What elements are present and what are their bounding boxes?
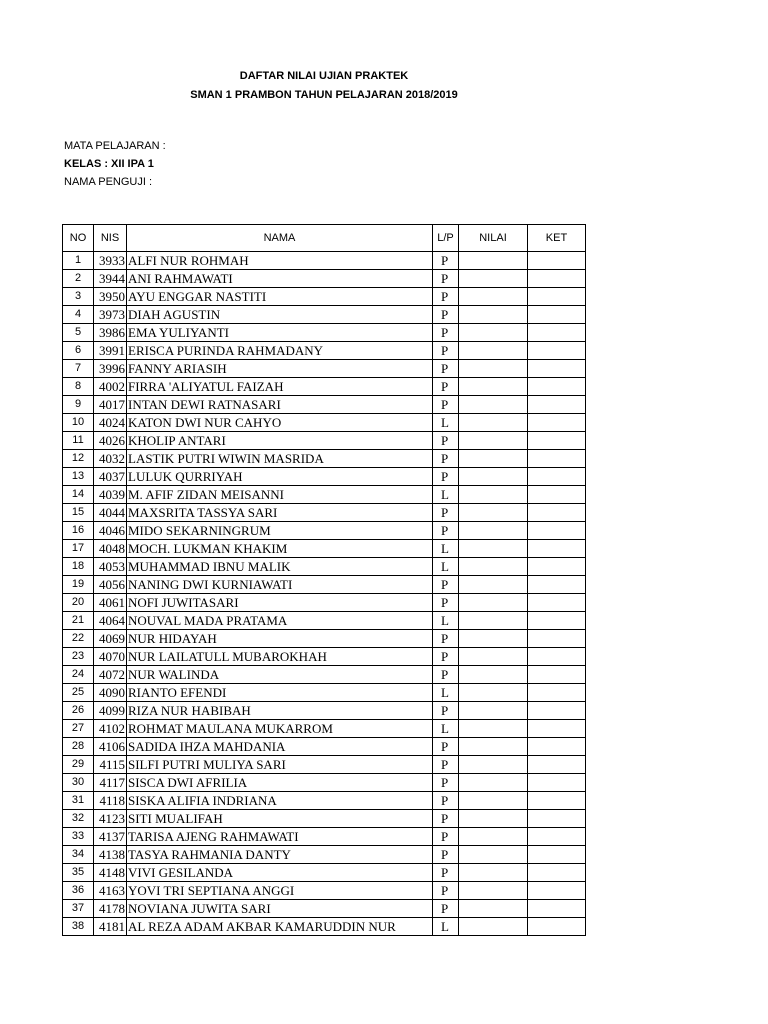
cell-nilai xyxy=(459,630,528,648)
cell-nilai xyxy=(459,774,528,792)
cell-nis: 4024 xyxy=(94,414,127,432)
cell-nama: FIRRA 'ALIYATUL FAIZAH xyxy=(127,378,433,396)
subject-field-label: MATA PELAJARAN : xyxy=(64,140,166,152)
cell-no: 15 xyxy=(63,504,94,522)
column-header-ket: KET xyxy=(528,225,586,252)
cell-no: 31 xyxy=(63,792,94,810)
cell-nis: 3950 xyxy=(94,288,127,306)
cell-ket xyxy=(528,666,586,684)
cell-ket xyxy=(528,504,586,522)
cell-nilai xyxy=(459,414,528,432)
document-subtitle: SMAN 1 PRAMBON TAHUN PELAJARAN 2018/2019 xyxy=(190,89,458,101)
cell-nis: 4117 xyxy=(94,774,127,792)
cell-lp: P xyxy=(433,774,459,792)
table-row xyxy=(63,630,586,648)
cell-lp: P xyxy=(433,864,459,882)
cell-lp: P xyxy=(433,468,459,486)
table-row xyxy=(63,756,586,774)
cell-nama: VIVI GESILANDA xyxy=(127,864,433,882)
cell-ket xyxy=(528,576,586,594)
table-row xyxy=(63,918,586,936)
table-row xyxy=(63,522,586,540)
cell-nama: ERISCA PURINDA RAHMADANY xyxy=(127,342,433,360)
cell-nilai xyxy=(459,576,528,594)
table-row xyxy=(63,612,586,630)
table-row xyxy=(63,540,586,558)
cell-ket xyxy=(528,360,586,378)
cell-nilai xyxy=(459,540,528,558)
table-row xyxy=(63,414,586,432)
table-row xyxy=(63,270,586,288)
cell-nis: 4090 xyxy=(94,684,127,702)
cell-no: 11 xyxy=(63,432,94,450)
cell-nilai xyxy=(459,288,528,306)
cell-nis: 4118 xyxy=(94,792,127,810)
column-header-no: NO xyxy=(63,225,94,252)
cell-ket xyxy=(528,702,586,720)
cell-lp: L xyxy=(433,414,459,432)
cell-no: 27 xyxy=(63,720,94,738)
cell-nilai xyxy=(459,882,528,900)
cell-lp: P xyxy=(433,666,459,684)
cell-nama: NUR WALINDA xyxy=(127,666,433,684)
grades-table xyxy=(62,224,586,936)
cell-lp: L xyxy=(433,918,459,936)
cell-no: 2 xyxy=(63,270,94,288)
cell-ket xyxy=(528,684,586,702)
cell-lp: L xyxy=(433,486,459,504)
cell-nama: SISKA ALIFIA INDRIANA xyxy=(127,792,433,810)
cell-lp: L xyxy=(433,720,459,738)
cell-nilai xyxy=(459,594,528,612)
cell-lp: P xyxy=(433,324,459,342)
table-row xyxy=(63,666,586,684)
cell-ket xyxy=(528,306,586,324)
cell-ket xyxy=(528,594,586,612)
cell-nama: NUR HIDAYAH xyxy=(127,630,433,648)
cell-no: 3 xyxy=(63,288,94,306)
cell-nilai xyxy=(459,432,528,450)
cell-nama: YOVI TRI SEPTIANA ANGGI xyxy=(127,882,433,900)
cell-ket xyxy=(528,900,586,918)
cell-lp: P xyxy=(433,342,459,360)
cell-nilai xyxy=(459,648,528,666)
cell-no: 20 xyxy=(63,594,94,612)
cell-nama: DIAH AGUSTIN xyxy=(127,306,433,324)
cell-nama: TARISA AJENG RAHMAWATI xyxy=(127,828,433,846)
cell-nis: 3944 xyxy=(94,270,127,288)
cell-ket xyxy=(528,468,586,486)
table-row xyxy=(63,450,586,468)
cell-nis: 4069 xyxy=(94,630,127,648)
cell-lp: P xyxy=(433,594,459,612)
cell-nis: 4039 xyxy=(94,486,127,504)
table-row xyxy=(63,342,586,360)
cell-no: 22 xyxy=(63,630,94,648)
cell-ket xyxy=(528,648,586,666)
table-row xyxy=(63,702,586,720)
table-row xyxy=(63,558,586,576)
cell-lp: P xyxy=(433,792,459,810)
cell-no: 19 xyxy=(63,576,94,594)
cell-no: 5 xyxy=(63,324,94,342)
cell-ket xyxy=(528,558,586,576)
table-row xyxy=(63,828,586,846)
cell-nilai xyxy=(459,450,528,468)
cell-nama: INTAN DEWI RATNASARI xyxy=(127,396,433,414)
cell-nilai xyxy=(459,396,528,414)
table-row xyxy=(63,864,586,882)
cell-lp: P xyxy=(433,846,459,864)
cell-ket xyxy=(528,738,586,756)
column-header-lp: L/P xyxy=(433,225,459,252)
cell-no: 18 xyxy=(63,558,94,576)
cell-nis: 4106 xyxy=(94,738,127,756)
cell-lp: L xyxy=(433,684,459,702)
cell-nilai xyxy=(459,756,528,774)
cell-nis: 4002 xyxy=(94,378,127,396)
cell-nilai xyxy=(459,504,528,522)
cell-no: 16 xyxy=(63,522,94,540)
cell-no: 26 xyxy=(63,702,94,720)
cell-lp: P xyxy=(433,396,459,414)
cell-nis: 4048 xyxy=(94,540,127,558)
cell-lp: P xyxy=(433,504,459,522)
table-row xyxy=(63,396,586,414)
cell-no: 33 xyxy=(63,828,94,846)
cell-nilai xyxy=(459,720,528,738)
cell-nilai xyxy=(459,270,528,288)
cell-nama: MOCH. LUKMAN KHAKIM xyxy=(127,540,433,558)
cell-nilai xyxy=(459,846,528,864)
table-header-row xyxy=(63,225,586,252)
cell-ket xyxy=(528,720,586,738)
cell-ket xyxy=(528,270,586,288)
cell-nis: 4102 xyxy=(94,720,127,738)
cell-no: 6 xyxy=(63,342,94,360)
cell-lp: P xyxy=(433,522,459,540)
cell-no: 28 xyxy=(63,738,94,756)
cell-ket xyxy=(528,864,586,882)
cell-ket xyxy=(528,918,586,936)
cell-nis: 4138 xyxy=(94,846,127,864)
cell-lp: P xyxy=(433,288,459,306)
cell-nilai xyxy=(459,738,528,756)
cell-ket xyxy=(528,288,586,306)
cell-no: 35 xyxy=(63,864,94,882)
cell-nilai xyxy=(459,918,528,936)
cell-nis: 4053 xyxy=(94,558,127,576)
table-row xyxy=(63,306,586,324)
cell-no: 4 xyxy=(63,306,94,324)
cell-nama: RIANTO EFENDI xyxy=(127,684,433,702)
table-row xyxy=(63,576,586,594)
cell-nilai xyxy=(459,900,528,918)
cell-nilai xyxy=(459,306,528,324)
cell-nilai xyxy=(459,360,528,378)
table-row xyxy=(63,504,586,522)
cell-nilai xyxy=(459,684,528,702)
cell-no: 14 xyxy=(63,486,94,504)
cell-ket xyxy=(528,396,586,414)
table-row xyxy=(63,252,586,270)
cell-nis: 4044 xyxy=(94,504,127,522)
cell-nama: SITI MUALIFAH xyxy=(127,810,433,828)
cell-nis: 4123 xyxy=(94,810,127,828)
cell-nama: SILFI PUTRI MULIYA SARI xyxy=(127,756,433,774)
cell-no: 8 xyxy=(63,378,94,396)
cell-nis: 4178 xyxy=(94,900,127,918)
table-row xyxy=(63,360,586,378)
table-row xyxy=(63,486,586,504)
cell-no: 12 xyxy=(63,450,94,468)
cell-nilai xyxy=(459,810,528,828)
cell-nama: FANNY ARIASIH xyxy=(127,360,433,378)
cell-nilai xyxy=(459,612,528,630)
cell-lp: P xyxy=(433,828,459,846)
cell-nis: 4064 xyxy=(94,612,127,630)
table-row xyxy=(63,684,586,702)
cell-nama: KATON DWI NUR CAHYO xyxy=(127,414,433,432)
cell-ket xyxy=(528,792,586,810)
cell-nama: ALFI NUR ROHMAH xyxy=(127,252,433,270)
cell-ket xyxy=(528,342,586,360)
column-header-nilai: NILAI xyxy=(459,225,528,252)
cell-nama: LASTIK PUTRI WIWIN MASRIDA xyxy=(127,450,433,468)
cell-nis: 4061 xyxy=(94,594,127,612)
cell-nama: LULUK QURRIYAH xyxy=(127,468,433,486)
cell-nama: MAXSRITA TASSYA SARI xyxy=(127,504,433,522)
cell-no: 23 xyxy=(63,648,94,666)
table-row xyxy=(63,648,586,666)
cell-nis: 4072 xyxy=(94,666,127,684)
cell-nis: 3996 xyxy=(94,360,127,378)
cell-no: 32 xyxy=(63,810,94,828)
cell-no: 38 xyxy=(63,918,94,936)
cell-nilai xyxy=(459,252,528,270)
table-row xyxy=(63,432,586,450)
cell-lp: P xyxy=(433,738,459,756)
cell-nilai xyxy=(459,558,528,576)
cell-no: 29 xyxy=(63,756,94,774)
cell-nilai xyxy=(459,864,528,882)
cell-nilai xyxy=(459,522,528,540)
cell-ket xyxy=(528,774,586,792)
cell-ket xyxy=(528,432,586,450)
cell-no: 30 xyxy=(63,774,94,792)
cell-nilai xyxy=(459,702,528,720)
cell-nis: 4032 xyxy=(94,450,127,468)
cell-no: 34 xyxy=(63,846,94,864)
cell-nama: NOUVAL MADA PRATAMA xyxy=(127,612,433,630)
cell-nilai xyxy=(459,324,528,342)
cell-no: 36 xyxy=(63,882,94,900)
cell-lp: P xyxy=(433,882,459,900)
cell-lp: P xyxy=(433,270,459,288)
cell-nis: 3933 xyxy=(94,252,127,270)
cell-ket xyxy=(528,630,586,648)
table-row xyxy=(63,810,586,828)
cell-ket xyxy=(528,828,586,846)
cell-lp: L xyxy=(433,612,459,630)
cell-no: 13 xyxy=(63,468,94,486)
cell-nis: 3986 xyxy=(94,324,127,342)
cell-nama: AYU ENGGAR NASTITI xyxy=(127,288,433,306)
table-row xyxy=(63,738,586,756)
cell-lp: P xyxy=(433,900,459,918)
cell-lp: P xyxy=(433,432,459,450)
cell-nama: M. AFIF ZIDAN MEISANNI xyxy=(127,486,433,504)
cell-nis: 4070 xyxy=(94,648,127,666)
cell-nama: MUHAMMAD IBNU MALIK xyxy=(127,558,433,576)
cell-ket xyxy=(528,612,586,630)
cell-nama: MIDO SEKARNINGRUM xyxy=(127,522,433,540)
table-row xyxy=(63,288,586,306)
cell-lp: L xyxy=(433,558,459,576)
cell-lp: P xyxy=(433,576,459,594)
class-field-label: KELAS : XII IPA 1 xyxy=(64,158,154,170)
cell-nama: ROHMAT MAULANA MUKARROM xyxy=(127,720,433,738)
table-body xyxy=(63,252,586,936)
cell-lp: P xyxy=(433,630,459,648)
cell-lp: L xyxy=(433,540,459,558)
cell-lp: P xyxy=(433,306,459,324)
cell-no: 37 xyxy=(63,900,94,918)
cell-nis: 4163 xyxy=(94,882,127,900)
cell-ket xyxy=(528,252,586,270)
cell-nis: 4017 xyxy=(94,396,127,414)
cell-nama: ANI RAHMAWATI xyxy=(127,270,433,288)
cell-lp: P xyxy=(433,648,459,666)
cell-nis: 3973 xyxy=(94,306,127,324)
cell-nilai xyxy=(459,828,528,846)
cell-nama: NUR LAILATULL MUBAROKHAH xyxy=(127,648,433,666)
cell-nilai xyxy=(459,378,528,396)
cell-nama: NOVIANA JUWITA SARI xyxy=(127,900,433,918)
cell-nama: NANING DWI KURNIAWATI xyxy=(127,576,433,594)
cell-lp: P xyxy=(433,252,459,270)
cell-nis: 4148 xyxy=(94,864,127,882)
table-row xyxy=(63,774,586,792)
cell-nama: KHOLIP ANTARI xyxy=(127,432,433,450)
table-row xyxy=(63,594,586,612)
table-row xyxy=(63,882,586,900)
column-header-nama: NAMA xyxy=(127,225,433,252)
cell-nilai xyxy=(459,666,528,684)
cell-nis: 3991 xyxy=(94,342,127,360)
table-row xyxy=(63,900,586,918)
cell-nama: SADIDA IHZA MAHDANIA xyxy=(127,738,433,756)
cell-nis: 4037 xyxy=(94,468,127,486)
examiner-field-label: NAMA PENGUJI : xyxy=(64,176,153,188)
cell-lp: P xyxy=(433,378,459,396)
cell-ket xyxy=(528,522,586,540)
cell-no: 24 xyxy=(63,666,94,684)
cell-no: 9 xyxy=(63,396,94,414)
cell-lp: P xyxy=(433,756,459,774)
cell-no: 17 xyxy=(63,540,94,558)
cell-lp: P xyxy=(433,810,459,828)
table-row xyxy=(63,846,586,864)
cell-nis: 4181 xyxy=(94,918,127,936)
cell-no: 1 xyxy=(63,252,94,270)
table-row xyxy=(63,324,586,342)
cell-no: 7 xyxy=(63,360,94,378)
cell-ket xyxy=(528,846,586,864)
column-header-nis: NIS xyxy=(94,225,127,252)
cell-nilai xyxy=(459,468,528,486)
cell-no: 25 xyxy=(63,684,94,702)
cell-nis: 4115 xyxy=(94,756,127,774)
cell-nis: 4137 xyxy=(94,828,127,846)
document-title: DAFTAR NILAI UJIAN PRAKTEK xyxy=(239,70,409,82)
cell-nama: RIZA NUR HABIBAH xyxy=(127,702,433,720)
cell-nilai xyxy=(459,792,528,810)
cell-nis: 4026 xyxy=(94,432,127,450)
cell-ket xyxy=(528,414,586,432)
cell-ket xyxy=(528,324,586,342)
table-row xyxy=(63,468,586,486)
cell-ket xyxy=(528,378,586,396)
cell-nama: EMA YULIYANTI xyxy=(127,324,433,342)
cell-no: 10 xyxy=(63,414,94,432)
cell-ket xyxy=(528,486,586,504)
cell-lp: P xyxy=(433,450,459,468)
cell-nis: 4056 xyxy=(94,576,127,594)
table-row xyxy=(63,720,586,738)
cell-ket xyxy=(528,882,586,900)
cell-nama: NOFI JUWITASARI xyxy=(127,594,433,612)
cell-ket xyxy=(528,810,586,828)
cell-nilai xyxy=(459,342,528,360)
cell-ket xyxy=(528,450,586,468)
cell-nama: TASYA RAHMANIA DANTY xyxy=(127,846,433,864)
cell-ket xyxy=(528,540,586,558)
cell-nis: 4046 xyxy=(94,522,127,540)
cell-nilai xyxy=(459,486,528,504)
cell-ket xyxy=(528,756,586,774)
cell-lp: P xyxy=(433,702,459,720)
cell-no: 21 xyxy=(63,612,94,630)
cell-nis: 4099 xyxy=(94,702,127,720)
table-row xyxy=(63,378,586,396)
cell-lp: P xyxy=(433,360,459,378)
cell-nama: AL REZA ADAM AKBAR KAMARUDDIN NUR xyxy=(127,918,433,936)
cell-nama: SISCA DWI AFRILIA xyxy=(127,774,433,792)
table-row xyxy=(63,792,586,810)
